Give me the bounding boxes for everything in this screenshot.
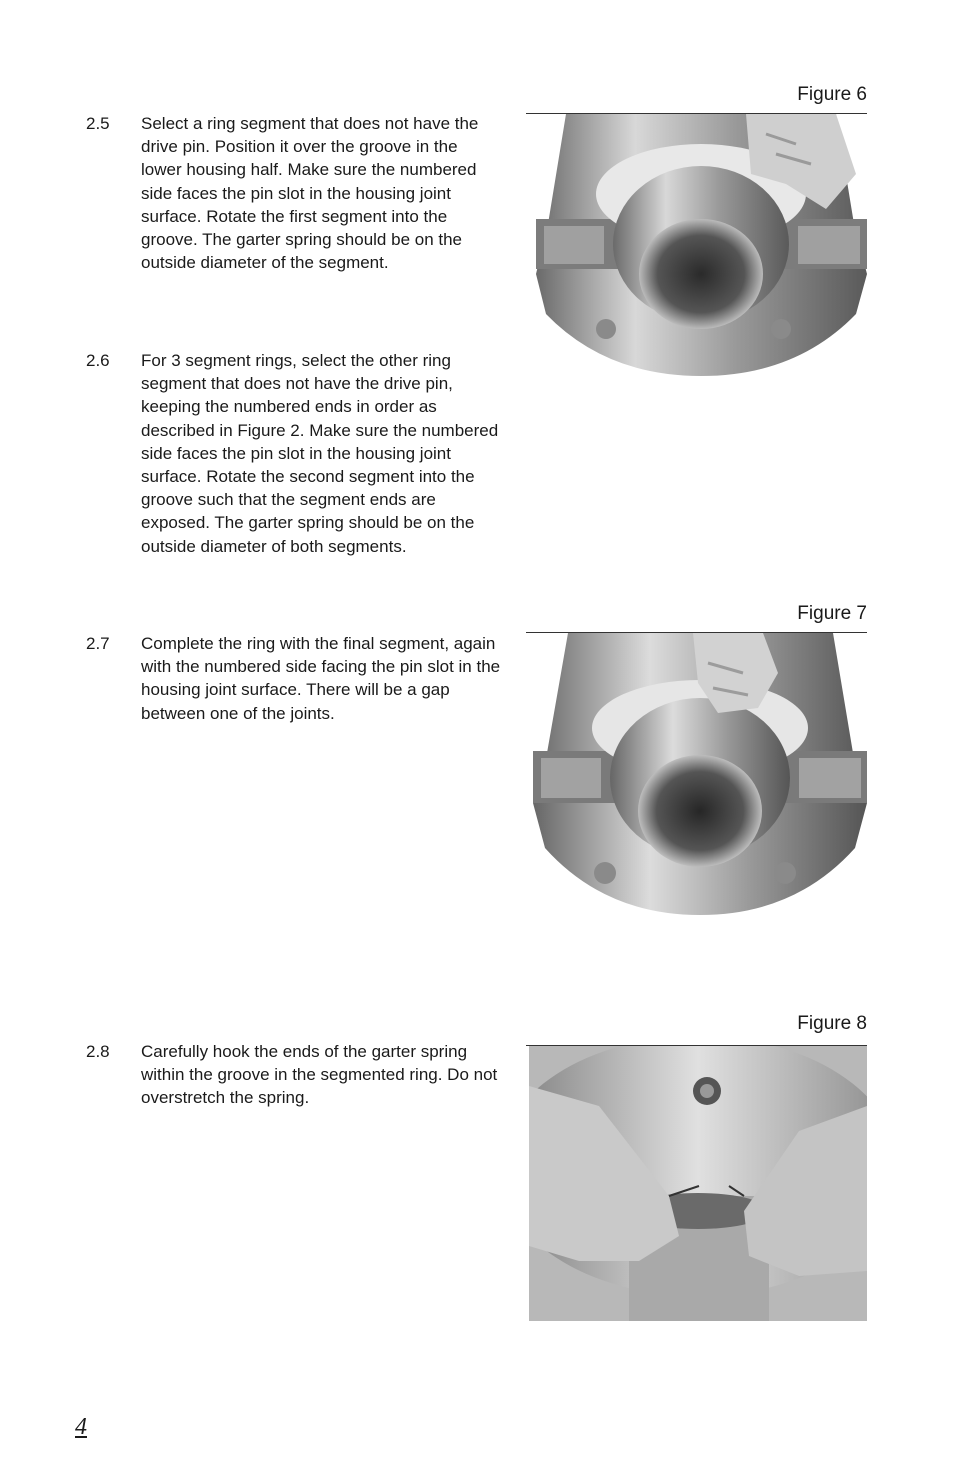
figure-7-photo [533,633,867,918]
step-text: Carefully hook the ends of the garter spring within the groove in the segmented ring. Do not overstretch the spring. [141,1042,498,1108]
step-text: Select a ring segment that does not have the drive pin. Position it over the groove in the lower housing half. Make sure the numbered side faces the pin slot in the housing joint surface. Rotate the first segment into the groove. The garter spring should be on the outside diameter of the segment. [141,114,479,273]
step-2-7 [86,632,506,725]
figure-8-label: Figure 8 [797,1013,867,1034]
page-number: 4 [75,1414,87,1440]
step-number: 2.5 [86,114,110,133]
step-number: 2.8 [86,1042,110,1061]
step-text: For 3 segment rings, select the other ring segment that does not have the drive pin, keeping the numbered ends in order as described in Figure 2. Make sure the numbered side faces the pin slot in the housing joint surface. Rotate the second segment into the groove such that the segment ends are exposed. The garter spring should be on the outside diameter of both segments. [141,351,499,556]
step-number: 2.7 [86,634,110,653]
step-2-5 [86,112,506,274]
step-text: Complete the ring with the final segment, again with the numbered side facing the pin slot in the housing joint surface. There will be a gap between one of the joints. [141,634,501,723]
figure-6-label: Figure 6 [797,84,867,105]
figure-7-label: Figure 7 [797,603,867,624]
step-number: 2.6 [86,351,110,370]
figure-8-photo [529,1046,867,1321]
step-2-6 [86,349,506,558]
step-2-8 [86,1040,506,1110]
figure-6-photo [536,114,867,380]
